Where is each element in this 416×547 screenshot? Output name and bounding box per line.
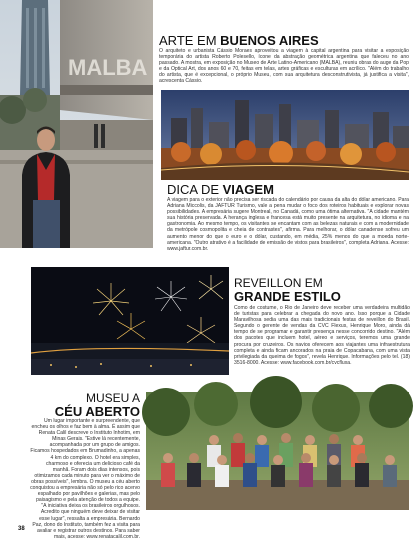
article-title-reveillon (234, 277, 341, 303)
title-light: DICA DE (167, 182, 223, 197)
title-line-1: REVEILLON EM (234, 276, 323, 290)
article-title-museu (30, 392, 140, 418)
title-light: ARTE EM (159, 33, 221, 48)
fireworks-copacabana-photo (31, 267, 229, 375)
page-number: 38 (18, 526, 25, 532)
malba-portrait-photo (0, 0, 153, 248)
title-line-2: GRANDE ESTILO (234, 289, 341, 304)
article-title-viagem (167, 183, 274, 196)
svg-text:MALBA: MALBA (68, 55, 148, 80)
inhotim-group-photo (146, 392, 409, 510)
article-body-reveillon: Como de costume, o Rio de Janeiro deve receber uma verdadeira multidão de turistas para celebrar a chegada do novo ano. Isso porque a Cidade Maravilhosa sedia uma das mais tradicionais festas de reveillon do Brasil. Segundo o gerente de vendas da CVC Flexus, Henrique Moro, ainda dá tempo de se programar e garantir presença nesse concorrido destino. "Além dos pacotes que incluem hotel, aéreo e serviços, teremos uma grande procura por cruzeiros. Os navios oferecem aos viajantes uma infraestrutura completa e ainda ficam ancorados na praia de Copacabana, com uma vista privilegiada da queima de fogos", revela Henrique. Informações pelo tel. (18) 3516-8000. Acesse: www.facebook.com.br/cvcfluxa. (234, 305, 410, 366)
title-line-1: MUSEU A (85, 391, 140, 405)
article-body-viagem: A viagem para o exterior não precisa ser riscada do calendário por causa da alta do dólar americano. Para Adriana Miccolis, da JAFTUR Turismo, vale a pena mudar o foco dos roteiros habituais e explorar novas possibilidades. A empresária sugere Montreal, no Canadá, como uma ótima alternativa. "A cidade mantém sua história preservada. A herança inglesa e francesa está muito presente na arquitetura, no idioma e na gastronomia. Ao mesmo tempo, os visitantes se encantam com as belezas naturais e com a modernidade da metrópole cosmopolita e cheia de contrastes", afirma. Para melhorar, o dólar canadense sofreu um aumento menor do que o euro e o dólar, custando, em média, 25% menos do que a moeda norte-americana. "Outro atrativo é a facilidade de emissão de vistos para brasileiros", completa Adriana. Acesse: www.jaftur.com.br. (167, 197, 409, 252)
montreal-city-photo (161, 90, 409, 180)
article-body-museu: Um lugar importante e surpreendente, que encheu os olhos e faz bem à alma. É assim que Renata Calil descreve o Instituto Inhotim, em Minas Gerais. "Estive lá recentemente, acompanhada por um grupo de amigos. Ficamos hospedados em Brumadinho, a apenas 4 km do complexo. O hotel era simples, charmoso e oferecia um delicioso café da manhã. Foram dois dias intensos, pois otimizamos cada minuto para ver o máximo de obras possíveis", lembra. O museu a céu aberto conquistou a empresária não só pelo rico acervo espalhado por pavilhões e galerias, mas pelo paisagismo e pela atenção de todos a equipe. "A iniciativa deixa os brasileiros orgulhosos. Acredito que ninguém deve deixar de visitar esse lugar", ressalta a empresária. Bernardo Paz, dono do Instituto, também fez a visita para avaliar e registrar outros destinos. Para saber mais, acesse: www.renatacalil.com.br. (30, 418, 140, 540)
title-bold: VIAGEM (222, 182, 274, 197)
title-line-2: CÉU ABERTO (54, 404, 140, 419)
article-body-buenos-aires: O arquiteto e urbanista Cássio Moraes aproveitou a viagem à capital argentina para visitar a exposição temporária do artista Roberto Polesello, ícone da abstração geométrica argentina que faleceu no ano passado. A mostra, em exposição no Museo de Arte Latino-Americano (MALBA), reuniu obras do auge da Pop e da Optical Art, dos anos 60 e 70, feitas em telas, artes gráficas e esculturas em acrílico. "Além do trabalho do artista, que é excepcional, o próprio Museu, com sua arquitetura desconstrutivista, já justifica a visita", acrescenta Cássio. (159, 48, 409, 85)
article-title-buenos-aires (159, 34, 319, 47)
title-bold: BUENOS AIRES (220, 33, 319, 48)
